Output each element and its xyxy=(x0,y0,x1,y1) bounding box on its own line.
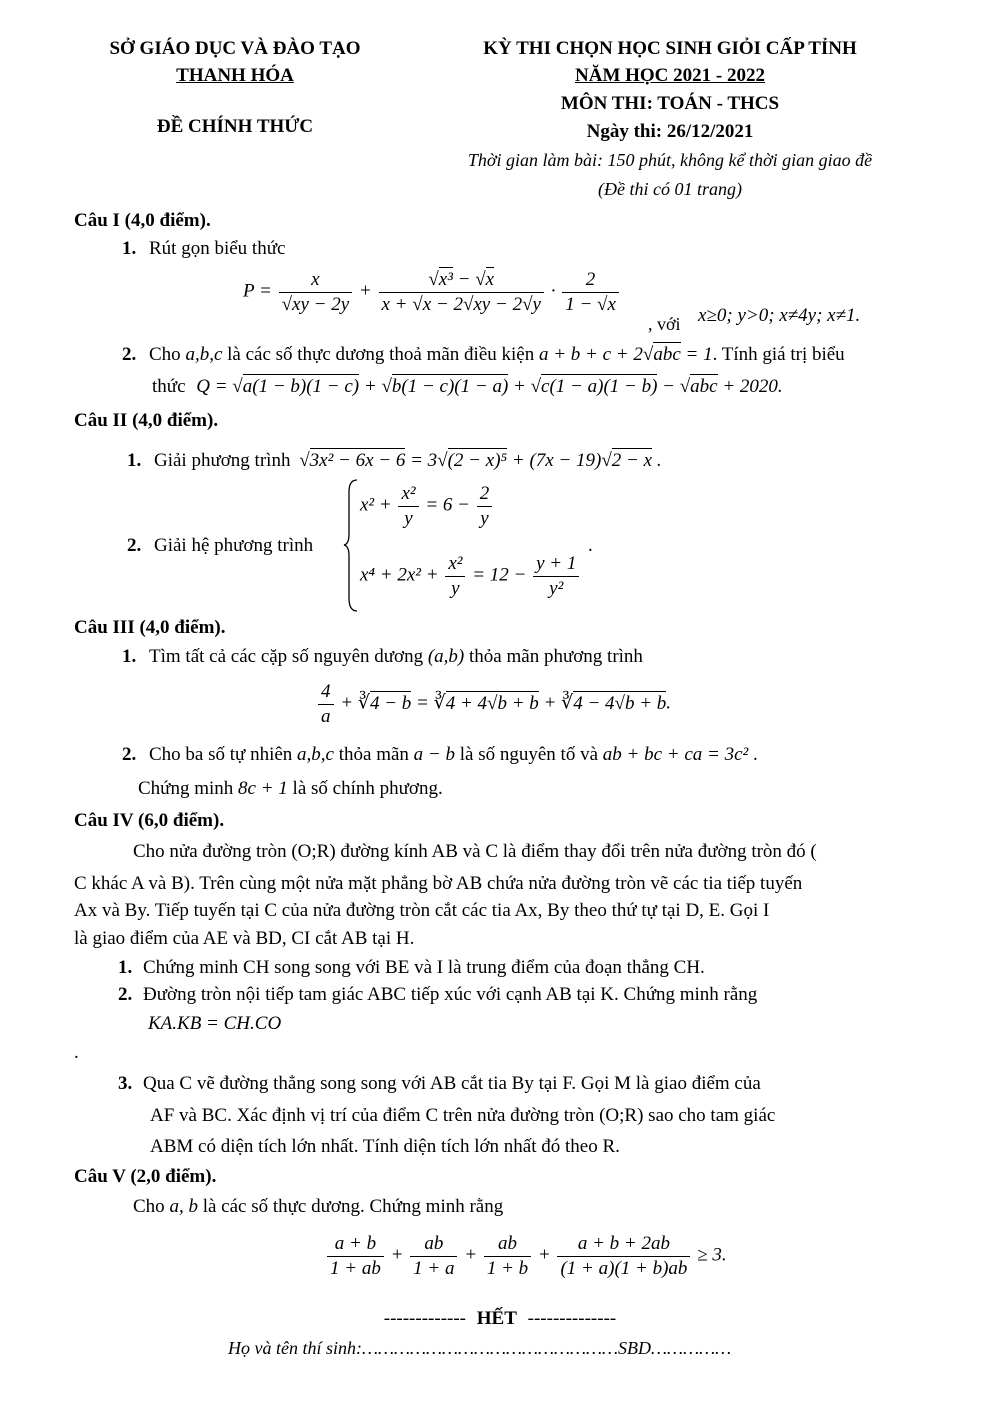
q1-formula-P: P = $\frac{x}{√xy - 2y}$ + $\frac{\text{√x³ − √x}}{x + √x - 2√xy - 2√y}$ · $\frac{2}{1 - √x}$ xyxy=(243,268,621,317)
q4-p3-l1: 3. Qua C vẽ đường thẳng song song với AB cắt tia By tại F. Gọi M là giao điểm của xyxy=(118,1073,761,1094)
q1-p1: 1. Rút gọn biểu thức xyxy=(122,238,286,259)
q2-title: Câu II (4,0 điểm). xyxy=(74,410,219,431)
q5-title: Câu V (2,0 điểm). xyxy=(74,1166,217,1187)
exam-date: Ngày thi: 26/12/2021 xyxy=(586,121,754,142)
q1-condition: x≥0; y>0; x≠4y; x≠1. xyxy=(698,305,861,326)
system-dot: . xyxy=(588,535,593,556)
q2-equation: √3x² − 6x − 6 = 3√(2 − x)⁵ + (7x − 19)√2 − x . xyxy=(299,450,662,471)
system-brace xyxy=(343,478,359,613)
school-year: NĂM HỌC 2021 - 2022 xyxy=(575,65,765,86)
q1-formula-Q: Q = √a(1 − b)(1 − c) + √b(1 − c)(1 − a) + √c(1 − a)(1 − b) − √abc + 2020. xyxy=(196,376,783,397)
q4-intro-l1: Cho nửa đường tròn (O;R) đường kính AB và C là điểm thay đổi trên nửa đường tròn đó ( xyxy=(133,841,817,862)
q1-p2-line1: 2. Cho a,b,c là các số thực dương thoả mãn điều kiện a + b + c + 2√abc = 1. Tính giá trị biểu xyxy=(122,344,845,365)
q2-p2: 2. Giải hệ phương trình xyxy=(127,535,314,556)
end-marker: ------------- HẾT -------------- xyxy=(383,1308,617,1329)
exam-title: KỲ THI CHỌN HỌC SINH GIỎI CẤP TỈNH xyxy=(483,38,857,59)
q4-p3-l3: ABM có diện tích lớn nhất. Tính diện tích lớn nhất đó theo R. xyxy=(150,1136,620,1157)
subject: MÔN THI: TOÁN - THCS xyxy=(560,93,780,114)
q5-intro: Cho a, b là các số thực dương. Chứng minh rằng xyxy=(133,1196,504,1217)
q4-p2: 2. Đường tròn nội tiếp tam giác ABC tiếp xúc với cạnh AB tại K. Chứng minh rằng xyxy=(118,984,758,1005)
q4-intro-l4: là giao điểm của AE và BD, CI cắt AB tại H. xyxy=(74,928,415,949)
candidate-line: Họ và tên thí sinh:…………………………………………SBD…………… xyxy=(228,1338,732,1358)
q2-p1: 1. Giải phương trình √3x² − 6x − 6 = 3√(2 − x)⁵ + (7x − 19)√2 − x . xyxy=(127,450,662,471)
stray-dot: . xyxy=(74,1042,79,1063)
q4-p3-l2: AF và BC. Xác định vị trí của điểm C trên nửa đường tròn (O;R) sao cho tam giác xyxy=(150,1105,776,1126)
q4-intro-l2: C khác A và B). Trên cùng một nửa mặt phẳng bờ AB chứa nửa đường tròn vẽ các tia tiếp tuyến xyxy=(74,873,803,894)
q4-p2-formula: KA.KB = CH.CO xyxy=(148,1013,282,1034)
q1-p2-line2: thức Q = √a(1 − b)(1 − c) + √b(1 − c)(1 − a) + √c(1 − a)(1 − b) − √abc + 2020. xyxy=(152,376,783,397)
system-eq1: x² + $\frac{\text{x²}}{y}$ = 6 − $\frac{2}{y}$ xyxy=(360,482,494,531)
duration: Thời gian làm bài: 150 phút, không kể thời gian giao đề xyxy=(467,150,873,170)
system-eq2: x⁴ + 2x² + $\frac{\text{x²}}{y}$ = 12 − $\frac{y + 1}{\text{y²}}$ xyxy=(360,552,581,601)
q3-p1: 1. Tìm tất cả các cặp số nguyên dương (a,b) thỏa mãn phương trình xyxy=(122,646,643,667)
q4-p1: 1. Chứng minh CH song song với BE và I là trung điểm của đoạn thẳng CH. xyxy=(118,957,705,978)
q3-title: Câu III (4,0 điểm). xyxy=(74,617,226,638)
q5-inequality: $\frac{a + b}{1 + ab}$ + $\frac{ab}{1 + a}$ + $\frac{ab}{1 + b}$ + $\frac{a + b + 2ab}{(1 + a)(1 + b)ab}$ ≥ 3. xyxy=(325,1232,727,1281)
q4-intro-l3: Ax và By. Tiếp tuyến tại C của nửa đường tròn cắt các tia Ax, By theo thứ tự tại D, E. Gọi I xyxy=(74,900,770,921)
q4-title: Câu IV (6,0 điểm). xyxy=(74,810,225,831)
dept-name: SỞ GIÁO DỤC VÀ ĐÀO TẠO xyxy=(109,38,361,59)
q1-title: Câu I (4,0 điểm). xyxy=(74,210,211,231)
official-label: ĐỀ CHÍNH THỨC xyxy=(156,116,314,137)
page-count: (Đề thi có 01 trang) xyxy=(598,179,742,199)
q3-p2-line2: Chứng minh 8c + 1 là số chính phương. xyxy=(138,778,443,799)
q1-cond-prefix: , với xyxy=(648,314,681,334)
q3-p2-line1: 2. Cho ba số tự nhiên a,b,c thỏa mãn a − b là số nguyên tố và ab + bc + ca = 3c² . xyxy=(122,744,758,765)
q3-equation: $\frac{4}{a}$ + ∛4 − b = ∛4 + 4√b + b + ∛4 − 4√b + b. xyxy=(316,680,671,729)
q3-p2-equation: ab + bc + ca = 3c² xyxy=(602,744,749,765)
q1-condition-eq: a + b + c + 2√abc = 1 xyxy=(538,344,713,365)
province-name: THANH HÓA xyxy=(176,65,294,86)
